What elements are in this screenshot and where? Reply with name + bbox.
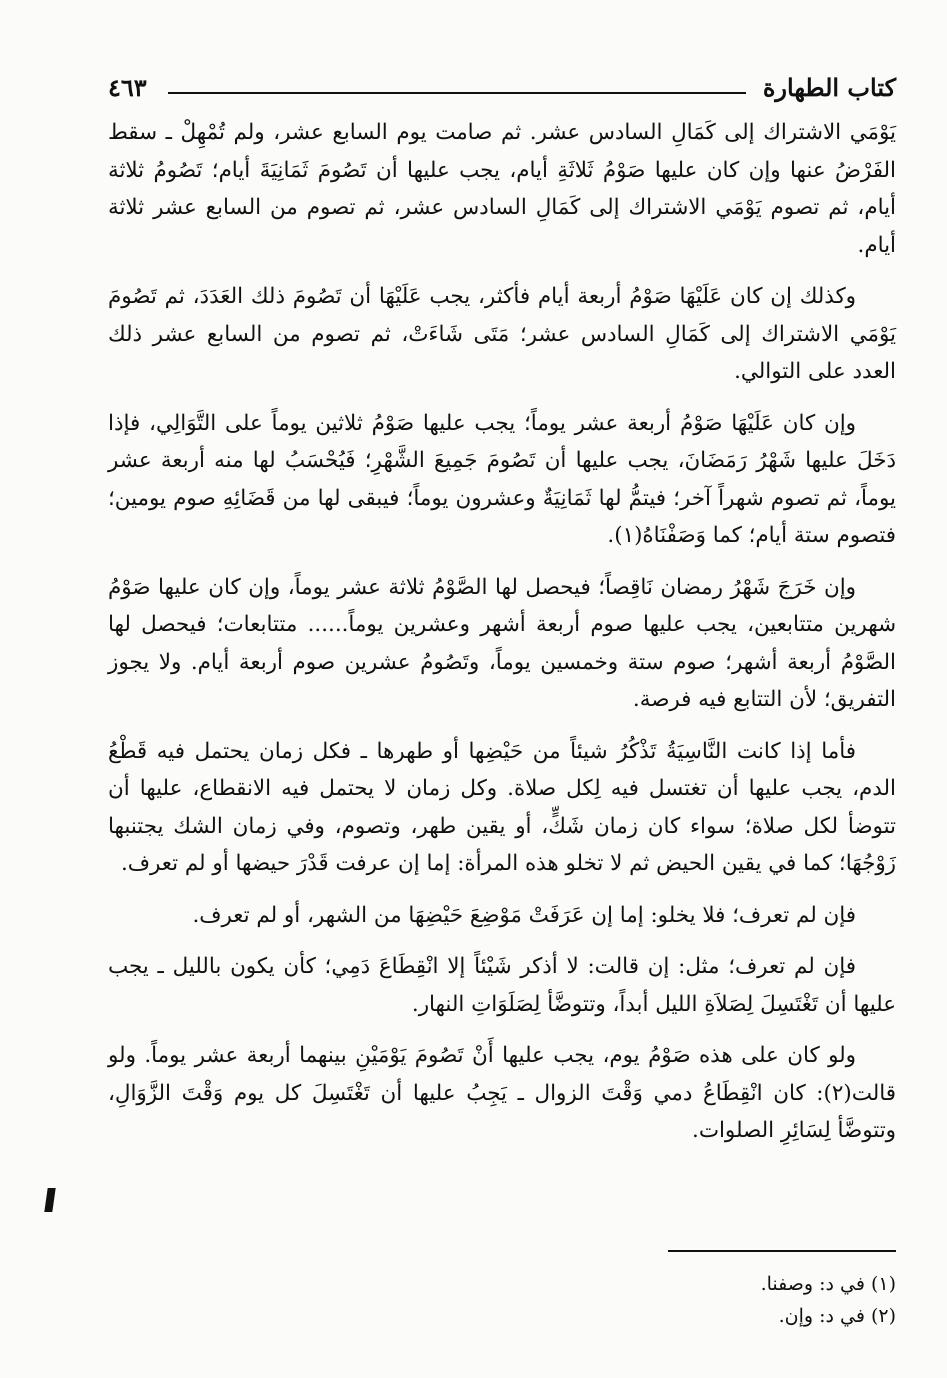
paragraph: فإن لم تعرف؛ مثل: إن قالت: لا أذكر شَيْئاً إلا انْقِطَاعَ دَمِي؛ كأن يكون بالليل ـ يجب عليها أن تَغْتَسِلَ لِصَلاَةِ الليل أبداً، وتتوضَّأ لِصَلَوَاتِ النهار. xyxy=(108,954,896,1017)
paragraph: ولو كان على هذه صَوْمُ يوم، يجب عليها أَنْ تَصُومَ يَوْمَيْنِ بينهما أربعة عشر يوماً. ولو قالت(٢): كان انْقِطَاعُ دمي وَقْتَ الزوال ـ يَجِبُ عليها أن تَغْتَسِلَ كل يوم وَقْتَ الزَّوَالِ، وتتوضَّأ لِسَائِرِ الصلوات. xyxy=(108,1043,896,1143)
paragraph: يَوْمَي الاشتراك إلى كَمَالِ السادس عشر. ثم صامت يوم السابع عشر، ولم تُمْهِلْ ـ سقط الفَرْضُ عنها وإن كان عليها صَوْمُ ثَلاثَةِ أيام، يجب عليها أن تَصُومَ ثَمَانِيَةَ أيام؛ تَصُومُ ثلاثة أيام، ثم تصوم يَوْمَي الاشتراك إلى كَمَالِ السادس عشر، ثم تصوم من السابع عشر ثلاثة أيام. xyxy=(108,120,896,258)
book-page xyxy=(108,60,896,1360)
paragraph: وإن خَرَجَ شَهْرُ رمضان نَاقِصاً؛ فيحصل لها الصَّوْمُ ثلاثة عشر يوماً، وإن كان عليها صَوْمُ شهرين متتابعين، يجب عليها صوم أربعة أشهر وعشرين يوماً...... متتابعات؛ فيحصل لها الصَّوْمُ أربعة أشهر؛ صوم ستة وخمسين يوماً، وتَصُومُ عشرين صوم أربعة أيام. ولا يجوز التفريق؛ لأن التتابع فيه فرصة. xyxy=(108,574,896,712)
page-number: ٤٦٣ xyxy=(108,73,147,102)
main-text xyxy=(108,114,896,1164)
chapter-title: كتاب الطهارة xyxy=(762,73,896,102)
paragraph: فأما إذا كانت النَّاسِيَةُ تَذْكُرُ شيئاً من حَيْضِها أو طهرها ـ فكل زمان يحتمل فيه قَطْعُ الدم، يجب عليها أن تغتسل فيه لِكل صلاة. وكل زمان لا يحتمل فيه الانقطاع، عليها أن تتوضأ لكل صلاة؛ سواء كان زمان شَكٍّ، أو يقين طهر، وتصوم، وفي زمان الشك يجتنبها زَوْجُهَا؛ كما في يقين الحيض ثم لا تخلو هذه المرأة: إما إن عرفت قَدْرَ حيضها أو لم تعرف. xyxy=(108,738,896,876)
margin-mark xyxy=(44,1188,55,1212)
header-rule xyxy=(168,92,746,94)
paragraph: وإن كان عَلَيْهَا صَوْمُ أربعة عشر يوماً؛ يجب عليها صَوْمُ ثلاثين يوماً على التَّوَالِي، فإذا دَخَلَ عليها شَهْرُ رَمَضَانَ، يجب عليها أن تَصُومَ جَمِيعَ الشَّهْرِ؛ فَيُحْسَبُ لها منه أربعة عشر يوماً، ثم تصوم شهراً آخر؛ فيتمُّ لها ثَمَانِيَةٌ وعشرون يوماً؛ فيبقى لها من قَضَائِهِ صوم يومين؛ فتصوم ستة أيام؛ كما وَصَفْنَاهُ(١). xyxy=(108,410,896,548)
footnote-rule xyxy=(668,1250,896,1252)
footnote: (٢) في د: وإن. xyxy=(778,1305,896,1327)
running-header xyxy=(108,70,896,110)
footnotes xyxy=(761,1268,896,1332)
paragraph: فإن لم تعرف؛ فلا يخلو: إما إن عَرَفَتْ مَوْضِعَ حَيْضِهَا من الشهر، أو لم تعرف. xyxy=(192,902,856,928)
paragraph: وكذلك إن كان عَلَيْهَا صَوْمُ أربعة أيام فأكثر، يجب عَلَيْهَا أن تَصُومَ ذلك العَدَدَ، ثم تَصُومَ يَوْمَي الاشتراك إلى كَمَالِ السادس عشر؛ مَتَى شَاءَتْ، ثم تصوم من السابع عشر ذلك العدد على التوالي. xyxy=(108,284,896,384)
footnote: (١) في د: وصفنا. xyxy=(760,1273,896,1295)
